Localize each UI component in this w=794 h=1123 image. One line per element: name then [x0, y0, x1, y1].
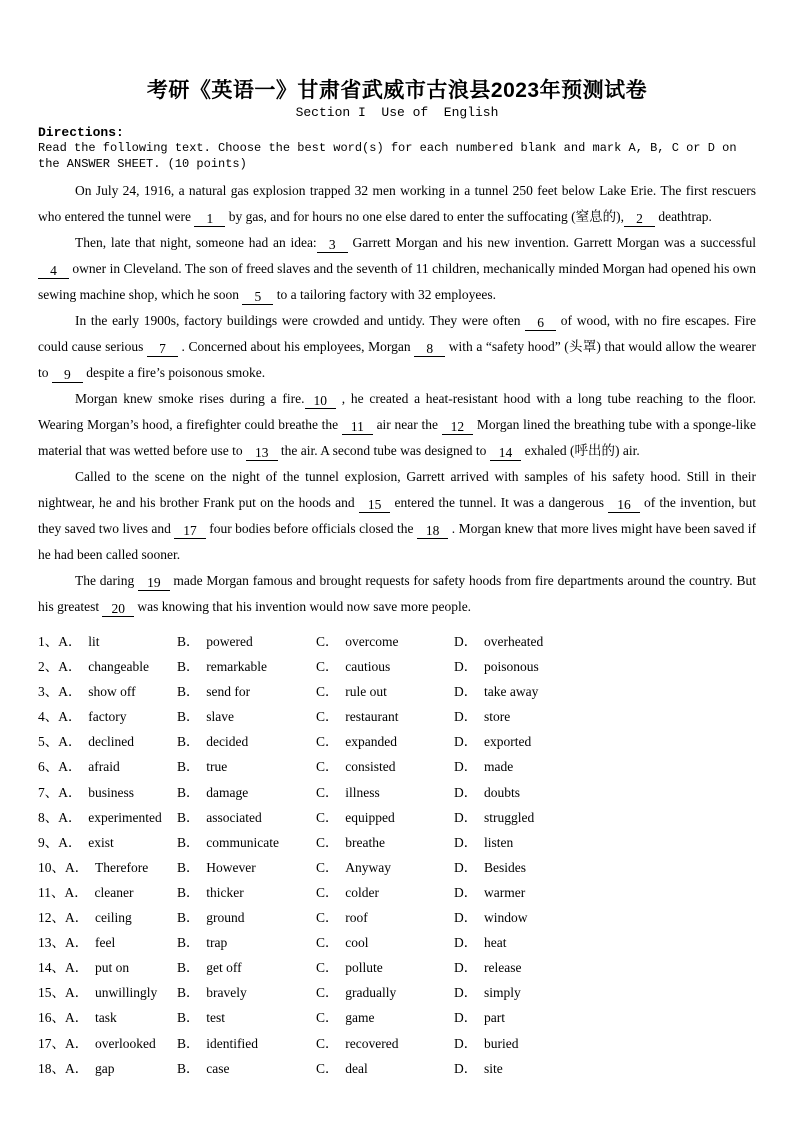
question-row-7 [38, 780, 756, 805]
question-14-option-c: C． pollute [316, 960, 383, 976]
question-row-5 [38, 729, 756, 754]
question-10-option-a: 10、A． Therefore [38, 859, 149, 875]
question-12-option-b: B． ground [177, 910, 245, 926]
question-15-option-b: B． bravely [177, 985, 247, 1001]
question-6-option-d: D． made [454, 759, 514, 775]
question-18-option-a: 18、A． gap [38, 1060, 115, 1076]
question-5-option-c: C． expanded [316, 734, 397, 750]
question-12-option-d: D． window [454, 910, 528, 926]
question-11-option-a: 11、A． cleaner [38, 884, 134, 900]
question-row-18 [38, 1056, 756, 1081]
cloze-blank-12: 12 [442, 419, 474, 435]
question-1-option-a: 1、A． lit [38, 634, 100, 649]
passage-paragraph: Called to the scene on the night of the tunnel explosion, Garrett arrived with samples of his safety hood. Still in their nightwear, he and his brother Frank put on the hoods and 15 entered the tunnel. It was a dangerous 16 of the invention, but they saved two lives and 17 four bodies before officials closed the 18 . Morgan knew that more lives might have been saved if he had been called sooner. [38, 469, 756, 562]
cloze-blank-10: 10 [305, 393, 337, 409]
question-16-option-b: B． test [177, 1010, 226, 1026]
cloze-blank-16: 16 [608, 497, 640, 513]
cloze-blank-11: 11 [342, 419, 373, 435]
question-13-option-c: C． cool [316, 935, 369, 951]
question-5-option-d: D． exported [454, 734, 532, 750]
question-3-option-d: D． take away [454, 684, 539, 700]
question-6-option-a: 6、A． afraid [38, 759, 120, 775]
passage-paragraph: In the early 1900s, factory buildings were crowded and untidy. They were often 6 of wood, with no fire escapes. Fire could cause serious 7 . Concerned about his employees, Morgan 8 with a “safety hood” (头罩) that would allow the wearer to 9 despite a fire’s poisonous smoke. [38, 313, 756, 382]
question-11-option-b: B． thicker [177, 884, 244, 900]
question-17-option-d: D． buried [454, 1035, 519, 1051]
question-7-option-c: C． illness [316, 784, 380, 800]
question-7-option-d: D． doubts [454, 784, 521, 800]
question-3-option-a: 3、A． show off [38, 684, 136, 700]
passage-paragraph: On July 24, 1916, a natural gas explosion trapped 32 men working in a tunnel 250 feet below Lake Erie. The first rescuers who entered the tunnel were 1 by gas, and for hours no one else dared to enter the suffocating (窒息的), 2 deathtrap. [38, 183, 756, 226]
question-row-13 [38, 930, 756, 955]
question-17-option-a: 17、A． overlooked [38, 1035, 156, 1051]
cloze-blank-14: 14 [490, 445, 522, 461]
question-7-option-a: 7、A． business [38, 784, 135, 800]
cloze-blank-17: 17 [174, 523, 206, 539]
question-3-option-b: B． send for [177, 684, 251, 700]
cloze-blank-20: 20 [102, 601, 134, 617]
question-8-option-a: 8、A． experimented [38, 809, 162, 825]
question-12-option-a: 12、A． ceiling [38, 910, 132, 926]
question-row-1 [38, 629, 756, 654]
question-18-option-b: B． case [177, 1060, 230, 1076]
question-2-option-c: C． cautious [316, 659, 391, 675]
question-6-option-b: B． true [177, 759, 228, 775]
question-10-option-c: C． Anyway [316, 859, 391, 875]
question-9-option-b: B． communicate [177, 834, 279, 850]
question-14-option-b: B． get off [177, 960, 242, 976]
question-16-option-a: 16、A． task [38, 1010, 117, 1026]
cloze-blank-13: 13 [246, 445, 278, 461]
question-17-option-b: B． identified [177, 1035, 258, 1051]
question-row-3 [38, 679, 756, 704]
question-2-option-b: B． remarkable [177, 659, 267, 675]
question-13-option-b: B． trap [177, 935, 228, 951]
question-11-option-d: D． warmer [454, 884, 526, 900]
cloze-blank-8: 8 [414, 341, 445, 357]
question-5-option-b: B． decided [177, 734, 249, 750]
question-14-option-d: D． release [454, 960, 522, 976]
question-15-option-d: D． simply [454, 985, 521, 1001]
question-4-option-d: D． store [454, 709, 511, 725]
question-3-option-c: C． rule out [316, 684, 387, 700]
question-row-14 [38, 955, 756, 980]
question-18-option-d: D． site [454, 1060, 503, 1076]
question-8-option-d: D． struggled [454, 809, 535, 825]
question-list [38, 629, 756, 1081]
cloze-blank-7: 7 [147, 341, 178, 357]
cloze-passage [38, 178, 756, 620]
question-13-option-d: D． heat [454, 935, 507, 951]
question-9-option-d: D． listen [454, 834, 514, 850]
question-row-4 [38, 704, 756, 729]
question-1-option-d: D． overheated [454, 634, 544, 649]
cloze-blank-19: 19 [138, 575, 170, 591]
question-15-option-a: 15、A． unwillingly [38, 985, 158, 1001]
question-10-option-b: B． However [177, 859, 256, 875]
passage-paragraph: The daring 19 made Morgan famous and brought requests for safety hoods from fire departments around the country. But his greatest 20 was knowing that his invention would now save more people. [38, 573, 756, 616]
question-4-option-c: C． restaurant [316, 709, 399, 725]
question-12-option-c: C． roof [316, 910, 368, 926]
question-2-option-d: D． poisonous [454, 659, 539, 675]
question-7-option-b: B． damage [177, 784, 249, 800]
question-row-17 [38, 1031, 756, 1056]
question-row-11 [38, 880, 756, 905]
question-row-9 [38, 830, 756, 855]
section-heading: Section I Use of English [295, 105, 499, 120]
question-16-option-d: D． part [454, 1010, 505, 1026]
directions-label: Directions: [38, 125, 124, 140]
question-row-12 [38, 905, 756, 930]
question-11-option-c: C． colder [316, 884, 379, 900]
passage-paragraph: Morgan knew smoke rises during a fire. 10 , he created a heat-resistant hood with a long tube reaching to the floor. Wearing Morgan’s hood, a firefighter could breathe the 11 air near the 12 Morgan lined the breathing tube with a sponge-like material that was wetted before use to 13 the air. A second tube was designed to 14 exhaled (呼出的) air. [38, 391, 757, 460]
question-8-option-c: C． equipped [316, 809, 395, 825]
cloze-blank-5: 5 [242, 289, 273, 305]
cloze-blank-3: 3 [317, 237, 348, 253]
question-16-option-c: C． game [316, 1010, 375, 1026]
question-4-option-a: 4、A． factory [38, 709, 127, 725]
question-9-option-c: C． breathe [316, 834, 385, 850]
cloze-blank-6: 6 [525, 315, 556, 331]
question-2-option-a: 2、A． changeable [38, 659, 149, 675]
question-4-option-b: B． slave [177, 709, 234, 725]
cloze-blank-2: 2 [624, 211, 655, 227]
question-13-option-a: 13、A． feel [38, 935, 116, 951]
question-row-2 [38, 654, 756, 679]
question-10-option-d: D． Besides [454, 859, 526, 875]
question-1-option-b: B． powered [177, 634, 253, 649]
question-row-16 [38, 1005, 756, 1030]
question-14-option-a: 14、A． put on [38, 960, 130, 976]
question-18-option-c: C． deal [316, 1060, 368, 1076]
cloze-blank-9: 9 [52, 367, 83, 383]
question-1-option-c: C． overcome [316, 634, 399, 649]
cloze-blank-1: 1 [194, 211, 225, 227]
question-row-10 [38, 855, 756, 880]
question-8-option-b: B． associated [177, 809, 262, 825]
question-17-option-c: C． recovered [316, 1035, 399, 1051]
question-row-15 [38, 980, 756, 1005]
question-row-6 [38, 754, 756, 779]
cloze-blank-4: 4 [38, 263, 69, 279]
question-6-option-c: C． consisted [316, 759, 396, 775]
question-9-option-a: 9、A． exist [38, 834, 114, 850]
question-5-option-a: 5、A． declined [38, 734, 134, 750]
cloze-blank-15: 15 [359, 497, 391, 513]
question-15-option-c: C． gradually [316, 985, 397, 1001]
question-row-8 [38, 805, 756, 830]
directions-text: Read the following text. Choose the best word(s) for each numbered blank and mark A, B, C or D on the ANSWER SHEET. (10 points) [38, 141, 737, 171]
cloze-blank-18: 18 [417, 523, 449, 539]
passage-paragraph: Then, late that night, someone had an idea: 3 Garrett Morgan and his new invention. Garrett Morgan was a successful 4 owner in Cleveland. The son of freed slaves and the seventh of 11 children, mechanically minded Morgan had opened his own sewing machine shop, which he soon 5 to a tailoring factory with 32 employees. [38, 235, 756, 304]
page-title: 考研《英语一》甘肃省武威市古浪县2023年预测试卷 [146, 79, 648, 102]
